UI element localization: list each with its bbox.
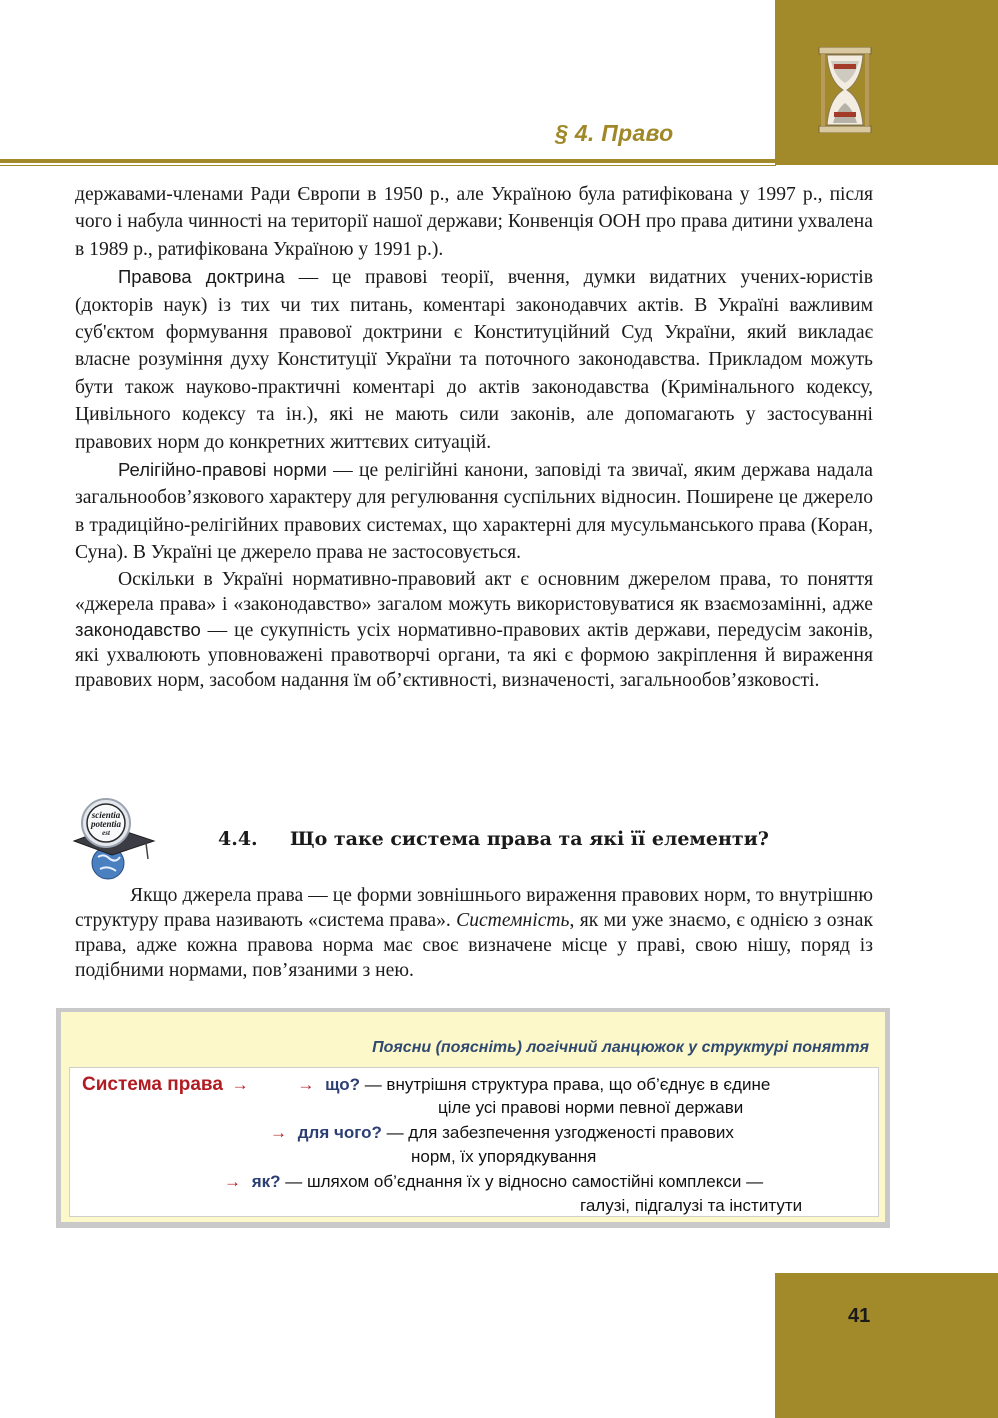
answer-why-line2: норм, їх упорядкування	[411, 1147, 597, 1166]
header-gold-tab	[775, 0, 998, 165]
section-header-title: § 4. Право	[555, 120, 674, 146]
answer-how-line1: — шляхом об’єднання їх у відносно самостійні комплекси —	[280, 1172, 764, 1191]
emblem-text-2: potentia	[90, 819, 122, 829]
paragraph	[75, 883, 873, 983]
explain-box-inner	[61, 1012, 885, 1222]
arrow-right-icon: →	[231, 1075, 249, 1094]
explain-line-1	[82, 1074, 770, 1096]
body-text	[75, 181, 873, 693]
paragraph-text: Оскільки в Україні нормативно-правовий акт є основним джерелом права, то поняття «джерела права» і «законодавство» загалом можуть використовуватися як взаємозамінні, адже	[75, 568, 873, 615]
term-legislation: законодавство	[75, 618, 201, 640]
graduation-cap-globe-icon	[72, 797, 156, 883]
page-number: 41	[848, 1305, 871, 1327]
explain-prompt: Поясни (поясніть) логічний ланцюжок у структурі поняття	[372, 1039, 869, 1056]
term-legal-doctrine: Правова доктрина	[118, 266, 285, 288]
explain-line-5	[224, 1172, 763, 1192]
paragraph-text: , як ми уже знаємо, є однією з ознак права, адже кожна правова норма має своє визначене місце у праві, свою нішу, поряд із подібними нормами, пов’язаними з нею.	[75, 910, 873, 981]
answer-what-line1: — внутрішня структура права, що об’єднує в єдине	[359, 1075, 771, 1094]
section-title: Що таке система права та які її елементи?	[290, 828, 769, 850]
arrow-right-icon: →	[297, 1075, 315, 1094]
paragraph	[75, 456, 873, 567]
paragraph-text: — це правові теорії, вчення, думки видатних учених-юристів (докторів наук) із тих чи тих питань, коментарі законодавчих актів. В Україні важливим суб'єктом формування правової доктрини є Конституційний Суд України, який викладає власне розуміння духу Конституції України та поточного законодавства. Прикладом можуть бути також науково-практичні коментарі до актів законодавства (Кримінального кодексу, Цивільного кодексу та ін.), які не мають сили законів, але допомагають у застосуванні правових норм до конкретних життєвих ситуацій.	[75, 267, 873, 453]
header-rule-thin	[0, 165, 776, 166]
explain-line-3	[270, 1123, 734, 1143]
paragraph	[75, 567, 873, 693]
paragraph-text: — це сукупність усіх нормативно-правових актів держави, передусім законів, які ухвалюють уповноважені правотворчі органи, та які є формою закріплення й вираження правових норм, засобом надання їм об’єктивності, визначеності, загальнообов’язковості.	[75, 619, 873, 691]
explain-panel	[69, 1067, 879, 1217]
footer-gold-tab	[775, 1273, 998, 1418]
arrow-right-icon: →	[224, 1172, 241, 1191]
paragraph-text: Якщо джерела права — це форми зовнішнього вираження правових норм, то внутрішню структуру права називають «система права».	[75, 885, 873, 931]
header-rule	[0, 159, 776, 163]
paragraph	[75, 181, 873, 263]
question-how: як?	[251, 1172, 281, 1191]
answer-how-line2: галузі, підгалузі та інститути	[580, 1196, 803, 1215]
question-what: що?	[325, 1075, 360, 1094]
question-why: для чого?	[297, 1123, 382, 1142]
emblem-text-3: est	[102, 829, 110, 837]
explain-box	[56, 1008, 890, 1228]
paragraph-text: — це релігійні канони, заповіді та звичаї, яким держава надала загальнообов’язкового характеру для регулювання суспільних відносин. Поширене це джерело в традиційно-релігійних правових системах, що характерні для мусульманського права (Коран, Суна). В Україні це джерело права не застосовується.	[75, 460, 873, 564]
body-text-2	[75, 883, 873, 983]
paragraph-text: державами-членами Ради Європи в 1950 р., але Україною була ратифікована у 1997 р., після чого і набула чинності на території нашої держави; Конвенція ООН про права дитини ухвалена в 1989 р., ратифікована Україною у 1991 р.).	[75, 184, 873, 260]
emblem-text-1: scientia	[91, 810, 121, 820]
answer-why-line1: — для забезпечення узгодженості правових	[381, 1123, 734, 1142]
term-religious-norms: Релігійно-правові норми	[118, 459, 327, 481]
hourglass-icon	[817, 47, 873, 133]
section-number: 4.4.	[218, 828, 258, 850]
concept-label: Система права	[82, 1074, 223, 1095]
section-heading	[218, 828, 769, 850]
arrow-right-icon: →	[270, 1123, 287, 1142]
answer-what-line2: ціле усі правові норми певної держави	[438, 1098, 744, 1117]
italic-term-systemness: Системність	[456, 910, 570, 931]
paragraph	[75, 263, 873, 456]
